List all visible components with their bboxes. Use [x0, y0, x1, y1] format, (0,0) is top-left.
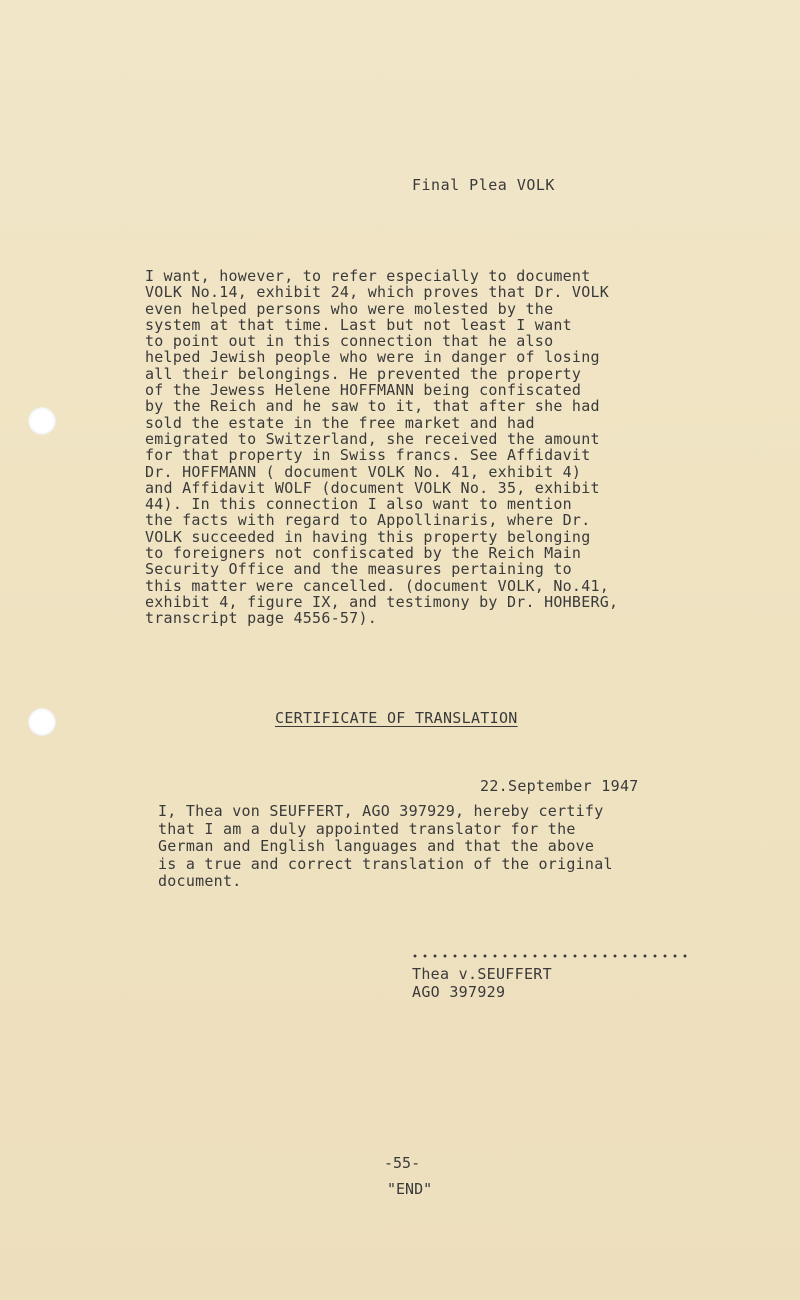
certificate-date: 22.September 1947 [480, 777, 639, 795]
certificate-heading: CERTIFICATE OF TRANSLATION [275, 709, 518, 727]
signature-name: Thea v.SEUFFERT [412, 965, 552, 983]
punch-hole-bottom [28, 708, 56, 736]
end-mark: "END" [387, 1180, 433, 1198]
body-paragraph: I want, however, to refer especially to document VOLK No.14, exhibit 24, which proves that Dr. VOLK even helped persons who were molested by the system at that time. Last but not least I want to point out in this connection that he also helped Jewish people who were in danger of losing all their belongings. He prevented the property of the Jewess Helene HOFFMANN being confiscated by the Reich and he saw to it, that after she had sold the estate in the free market and had emigrated to Switzerland, she received the amount for that property in Swiss francs. See Affidavit Dr. HOFFMANN ( document VOLK No. 41, exhibit 4) and Affidavit WOLF (document VOLK No. 35, exhibit 44). In this connection I also want to mention the facts with regard to Appollinaris, where Dr. VOLK succeeded in having this property belonging to foreigners not confiscated by the Reich Main Security Office and the measures pertaining to this matter were cancelled. (document VOLK, No.41, exhibit 4, figure IX, and testimony by Dr. HOHBERG, transcript page 4556-57). [145, 267, 619, 628]
certificate-text: I, Thea von SEUFFERT, AGO 397929, hereby certify that I am a duly appointed translator for the German and English languages and that the above is a true and correct translation of the original document. [158, 802, 613, 890]
document-title: Final Plea VOLK [412, 176, 555, 194]
signature-ago: AGO 397929 [412, 983, 506, 1001]
signature-line [410, 953, 690, 959]
page-number: -55- [384, 1154, 421, 1172]
punch-hole-top [28, 407, 56, 435]
